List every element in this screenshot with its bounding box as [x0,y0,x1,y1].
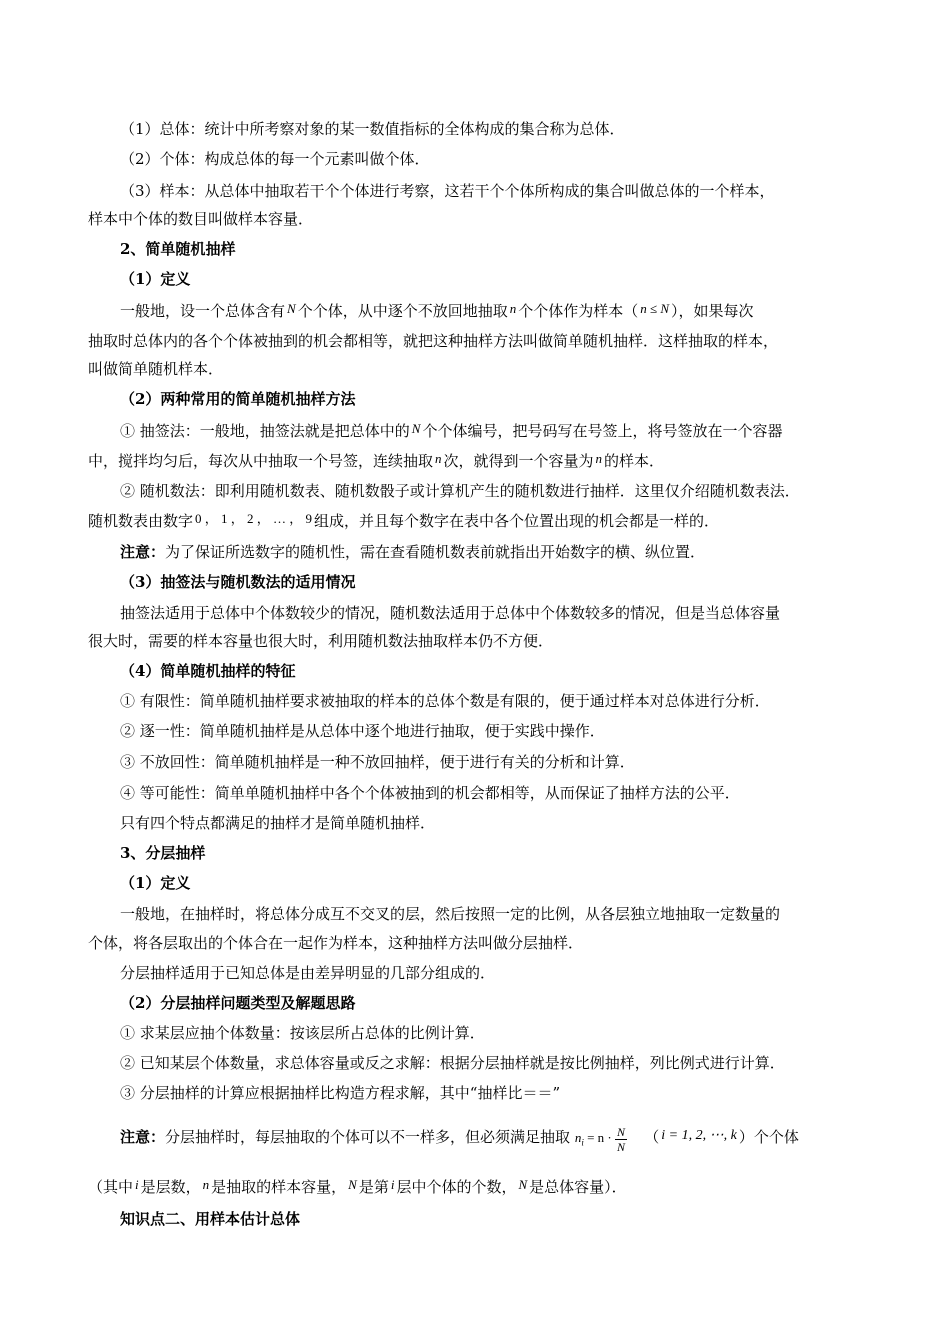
subheading-applicability: （3）抽签法与随机数法的适用情况 [120,573,356,591]
type-1: ① 求某层应抽个体数量：按该层所占总体的比例计算． [120,1024,485,1042]
item-individual: （2）个体：构成总体的每一个元素叫做个体． [120,150,430,168]
feature-one-by-one: ② 逐一性：简单随机抽样是从总体中逐个地进行抽取，便于实践中操作． [120,722,605,740]
subheading-problem-types: （2）分层抽样问题类型及解题思路 [120,994,356,1012]
subheading-definition-1: （1）定义 [120,270,191,288]
stratified-line3: 分层抽样适用于已知总体是由差异明显的几部分组成的． [120,964,496,982]
definition-line3: 叫做简单随机样本． [88,360,224,378]
type-3: ③ 分层抽样的计算应根据抽样比构造方程求解，其中“抽样比＝＝” [120,1084,561,1102]
note-stratified-line2: （其中 i 是层数， n 是抽取的样本容量， N 是第 i 层中个体的个数， N 是总体容量）． [88,1177,627,1196]
random-number-line1: ② 随机数法：即利用随机数表、随机数骰子或计算机产生的随机数进行抽样．这里仅介绍随机数表法． [120,482,800,500]
subheading-features: （4）简单随机抽样的特征 [120,662,296,680]
note-random-table: 注意：为了保证所选数字的随机性，需在查看随机数表前就指出开始数字的横、纵位置． [120,543,706,561]
lottery-line2: 中，搅拌均匀后，每次从中抽取一个号签，连续抽取 n 次，就得到一个容量为 n 的样本． [88,451,665,470]
item-sample-line1: （3）样本：从总体中抽取若干个个体进行考察，这若干个个体所构成的集合叫做总体的一个样本， [120,182,775,200]
feature-summary: 只有四个特点都满足的抽样才是简单随机抽样． [120,814,436,832]
stratified-line1: 一般地，在抽样时，将总体分成互不交叉的层，然后按照一定的比例，从各层独立地抽取一定数量的 [120,905,781,923]
stratified-line2: 个体，将各层取出的个体合在一起作为样本，这种抽样方法叫做分层抽样． [88,934,584,952]
heading-knowledge-point-2: 知识点二、用样本估计总体 [120,1210,301,1228]
note-stratified-line1: 注意：分层抽样时，每层抽取的个体可以不一样多，但必须满足抽取 $n_i = n$ · $\frac{N}{N}$ （ i = 1, 2, ⋯, k ）个个体 [120,1124,799,1154]
definition-line2: 抽取时总体内的各个个体被抽到的机会都相等，就把这种抽样方法叫做简单随机抽样．这样抽取的样本， [88,332,779,350]
heading-stratified-sampling: 3、分层抽样 [120,844,206,862]
item-population: （1）总体：统计中所考察对象的某一数值指标的全体构成的集合称为总体． [120,120,625,138]
type-2: ② 已知某层个体数量，求总体容量或反之求解：根据分层抽样就是按比例抽样，列比例式进行计算． [120,1054,785,1072]
formula-ni: $n_i = n$ · $\frac{N}{N}$ [574,1124,626,1154]
random-number-line2: 随机数表由数字 0 ， 1 ， 2 ， … ， 9 组成，并且每个数字在表中各个位置出现的机会都是一样的． [88,511,720,530]
heading-simple-random-sampling: 2、简单随机抽样 [120,240,236,258]
feature-equal-probability: ④ 等可能性：简单单随机抽样中各个个体被抽到的机会都相等，从而保证了抽样方法的公平． [120,784,740,802]
applicability-line1: 抽签法适用于总体中个体数较少的情况，随机数法适用于总体中个体数较多的情况，但是当总体容量 [120,604,781,622]
definition-line1: 一般地，设一个总体含有 N 个个体，从中逐个不放回地抽取 n 个个体作为样本（ n ≤ N ），如果每次 [120,301,754,320]
item-sample-line2: 样本中个体的数目叫做样本容量． [88,210,314,228]
feature-no-replacement: ③ 不放回性：简单随机抽样是一种不放回抽样，便于进行有关的分析和计算． [120,753,635,771]
subheading-two-methods: （2）两种常用的简单随机抽样方法 [120,390,356,408]
feature-finiteness: ① 有限性：简单随机抽样要求被抽取的样本的总体个数是有限的，便于通过样本对总体进行分析． [120,692,770,710]
lottery-line1: ① 抽签法：一般地，抽签法就是把总体中的 N 个个体编号，把号码写在号签上，将号签放在一个容器 [120,421,783,440]
applicability-line2: 很大时，需要的样本容量也很大时，利用随机数法抽取样本仍不方便． [88,632,554,650]
subheading-definition-2: （1）定义 [120,874,191,892]
